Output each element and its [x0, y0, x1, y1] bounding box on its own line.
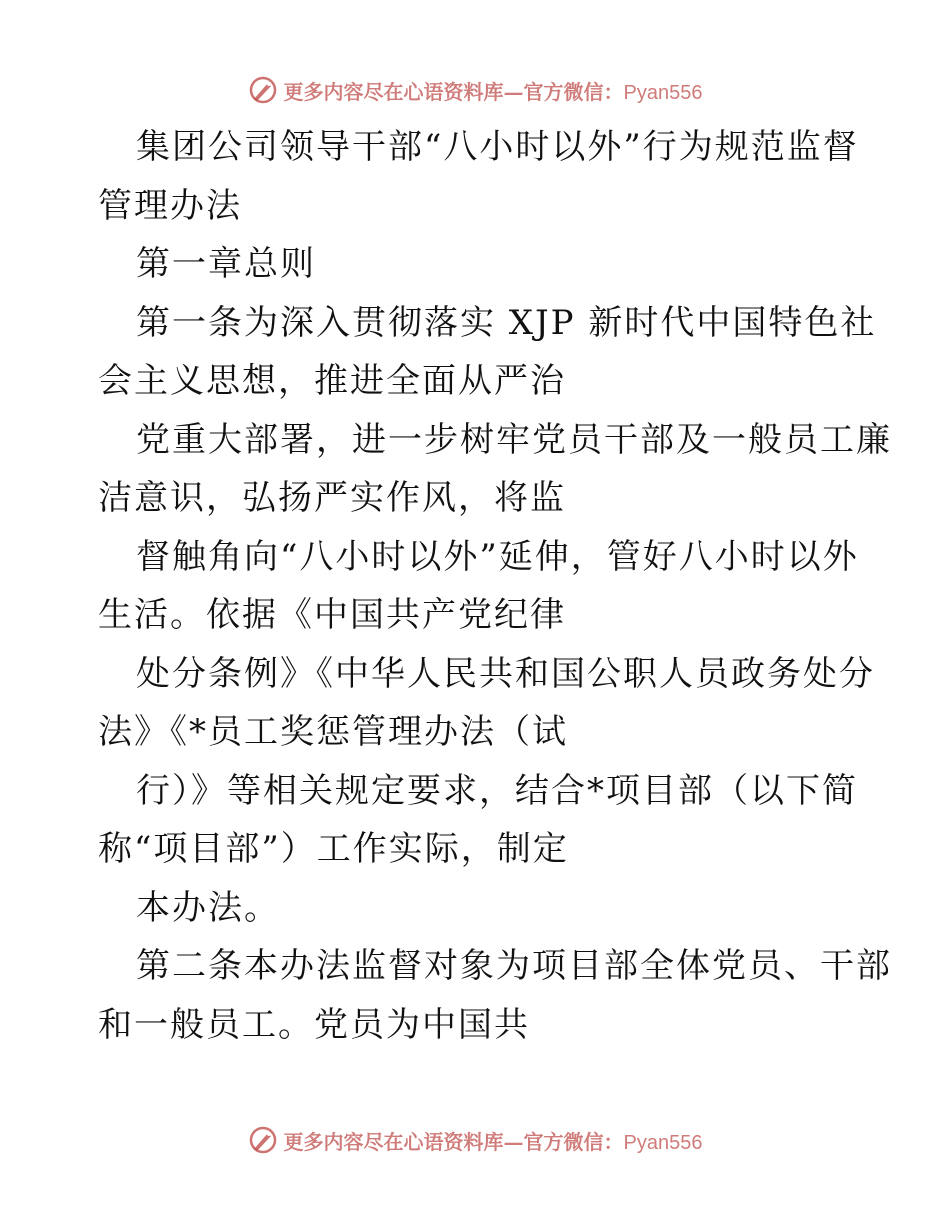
- paragraph-line: 第一条为深入贯彻落实 XJP 新时代中国特色社: [136, 302, 877, 343]
- paragraph-line: 法》《*员工奖惩管理办法（试: [98, 712, 568, 752]
- paragraph-line: 和一般员工。党员为中国共: [98, 1004, 530, 1045]
- paragraph-line: 第二条本办法监督对象为项目部全体党员、干部: [136, 946, 892, 986]
- document-body: [98, 118, 892, 1054]
- title-line-1: 集团公司领导干部“八小时以外”行为规范监督: [136, 127, 859, 167]
- watermark-cn-text: 更多内容尽在心语资料库—官方微信：: [283, 79, 624, 104]
- header-watermark: [0, 70, 950, 110]
- watermark-cn-text: 更多内容尽在心语资料库—官方微信：: [283, 1129, 624, 1154]
- paragraph-line: 处分条例》《中华人民共和国公职人员政务处分: [136, 653, 875, 694]
- footer-watermark: [0, 1120, 950, 1160]
- brand-logo-icon: [248, 75, 278, 105]
- watermark-wechat-id: Pyan556: [623, 81, 703, 104]
- paragraph-line: 称“项目部”）工作实际，制定: [98, 829, 569, 869]
- watermark-text: [284, 1126, 703, 1155]
- paragraph-line: 督触角向“八小时以外”延伸，管好八小时以外: [136, 536, 859, 577]
- paragraph-line: 生活。依据《中国共产党纪律: [98, 595, 566, 635]
- watermark-text: [284, 76, 703, 105]
- watermark-wechat-id: Pyan556: [623, 1131, 703, 1154]
- paragraph-line: 洁意识，弘扬严实作风，将监: [98, 478, 566, 518]
- chapter-heading: 第一章总则: [136, 244, 316, 284]
- paragraph-line: 党重大部署，进一步树牢党员干部及一般员工廉: [136, 419, 892, 460]
- title-line-2: 管理办法: [98, 185, 242, 226]
- paragraph-line: 本办法。: [136, 887, 280, 928]
- brand-logo-icon: [248, 1125, 278, 1155]
- paragraph-line: 会主义思想，推进全面从严治: [98, 361, 566, 401]
- paragraph-line: 行）》等相关规定要求，结合*项目部（以下简: [136, 770, 858, 811]
